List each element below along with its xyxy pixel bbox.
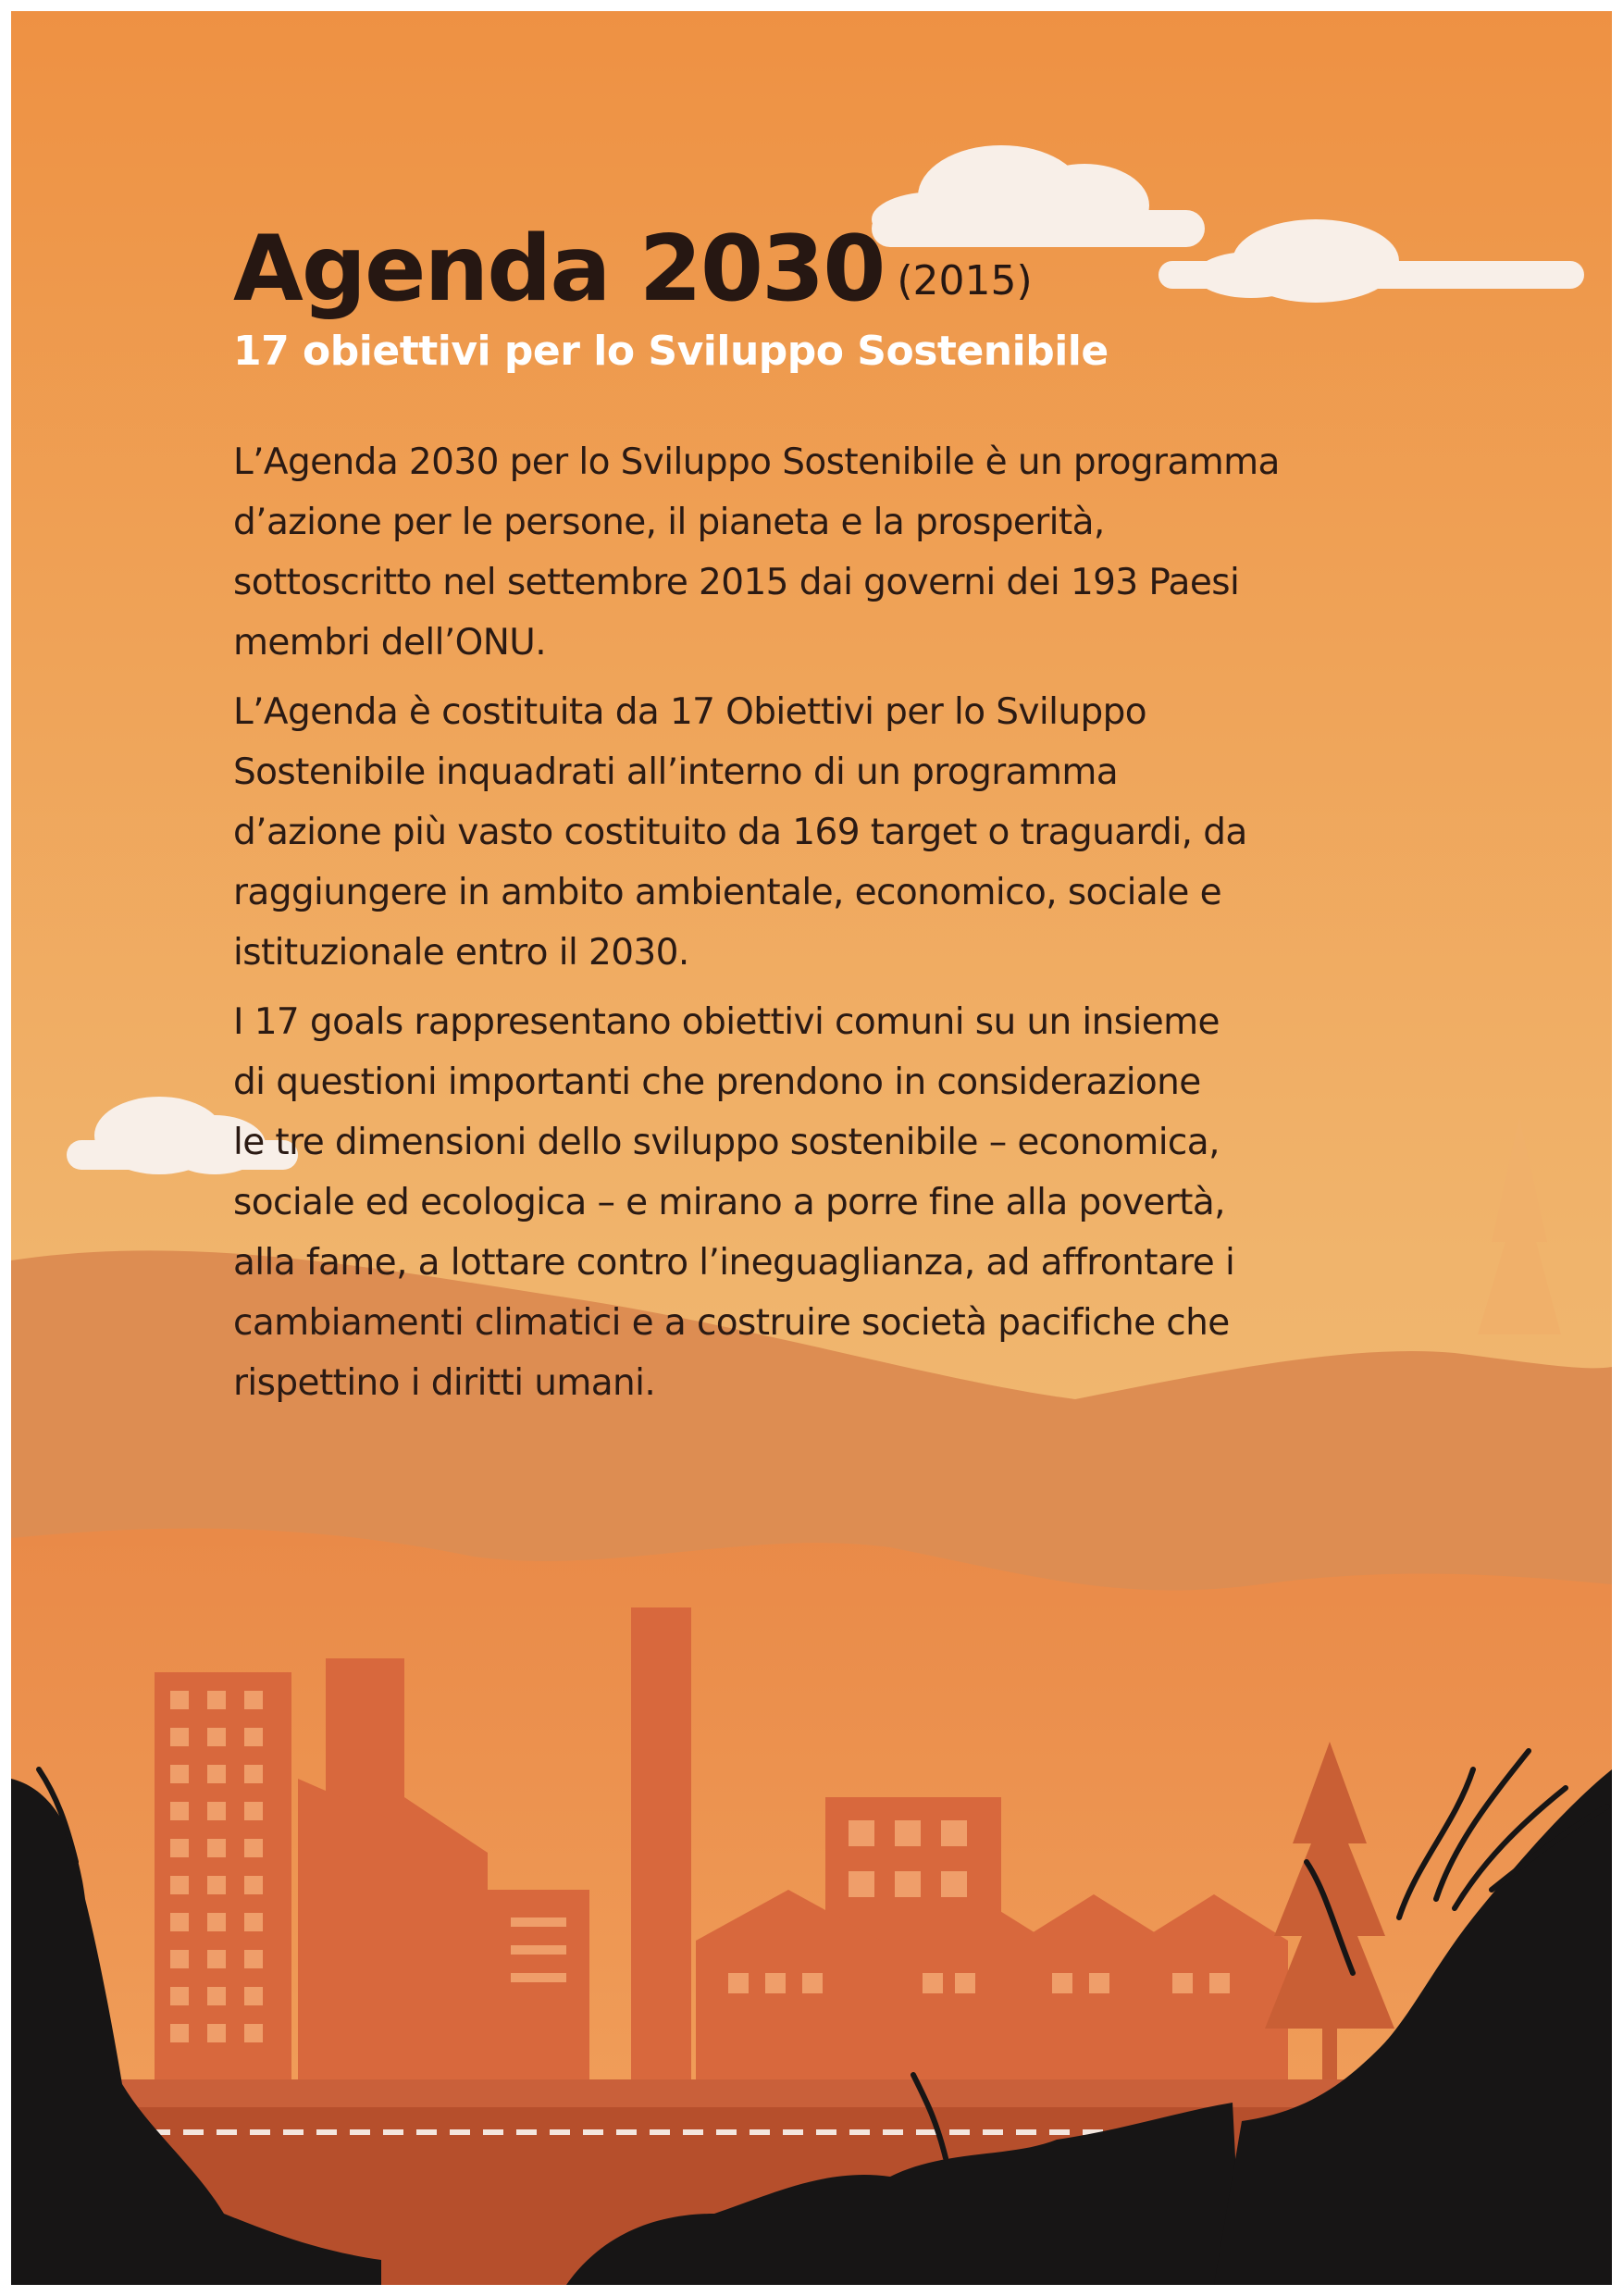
text-block (233, 217, 1436, 1422)
text-line: sociale ed ecologica – e mirano a porre fine alla povertà, (233, 1182, 1225, 1223)
title-row (233, 217, 1436, 322)
body-text (233, 432, 1436, 1413)
text-line: L’Agenda 2030 per lo Sviluppo Sostenibile è un programma (233, 441, 1280, 483)
paragraph (233, 682, 1436, 983)
text-line: Sostenibile inquadrati all’interno di un programma (233, 751, 1119, 793)
text-line: sottoscritto nel settembre 2015 dai governi dei 193 Paesi (233, 562, 1240, 603)
paragraph (233, 992, 1436, 1413)
text-line: raggiungere in ambito ambientale, economico, sociale e (233, 872, 1221, 913)
text-line: d’azione per le persone, il pianeta e la prosperità, (233, 502, 1105, 543)
text-line: membri dell’ONU. (233, 622, 547, 664)
page-title: Agenda 2030 (233, 217, 885, 322)
text-line: d’azione più vasto costituito da 169 target o traguardi, da (233, 812, 1247, 853)
title-year: (2015) (897, 257, 1033, 304)
text-line: istituzionale entro il 2030. (233, 932, 689, 974)
text-line: le tre dimensioni dello sviluppo sostenibile – economica, (233, 1122, 1220, 1163)
text-line: L’Agenda è costituita da 17 Obiettivi per lo Sviluppo (233, 691, 1147, 733)
text-line: di questioni importanti che prendono in considerazione (233, 1061, 1201, 1103)
text-line: I 17 goals rappresentano obiettivi comuni su un insieme (233, 1001, 1220, 1043)
text-line: cambiamenti climatici e a costruire società pacifiche che (233, 1302, 1230, 1344)
poster (11, 11, 1612, 2285)
paragraph (233, 432, 1436, 673)
page-subtitle: 17 obiettivi per lo Sviluppo Sostenibile (233, 328, 1109, 375)
text-line: alla fame, a lottare contro l’ineguaglianza, ad affrontare i (233, 1242, 1235, 1284)
text-line: rispettino i diritti umani. (233, 1362, 656, 1404)
